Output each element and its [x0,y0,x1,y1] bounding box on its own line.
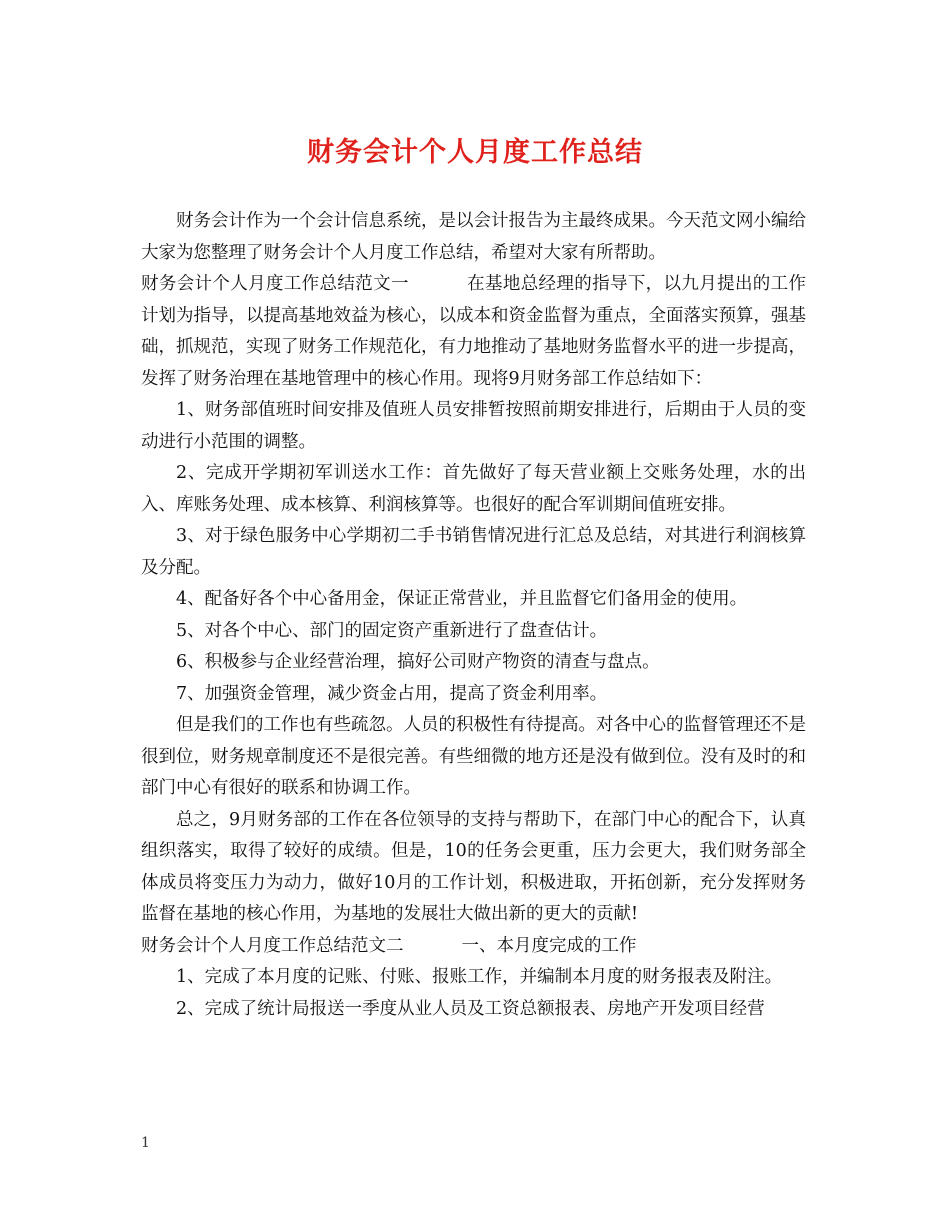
section2-item-2: 2、完成了统计局报送一季度从业人员及工资总额报表、房地产开发项目经营 [176,998,765,1019]
section1-heading: 财务会计个人月度工作总结范文一 [141,274,409,294]
section1-item-5: 5、对各个中心、部门的固定资产重新进行了盘查估计。 [176,620,608,641]
intro-paragraph: 财务会计作为一个会计信息系统，是以会计报告为主最终成果。今天范文网小编给大家为您整理了财务会计个人月度工作总结，希望对大家有所帮助。 [141,211,806,263]
page-number: 1 [141,1135,150,1151]
section2-paragraph [141,931,806,963]
section1-item-7: 7、加强资金管理，减少资金占用，提高了资金利用率。 [176,683,608,704]
section1-paragraph [141,269,806,395]
section1-item-2: 2、完成开学期初军训送水工作：首先做好了每天营业额上交账务处理，水的出入、库账务处理、成本核算、利润核算等。也很好的配合军训期间值班安排。 [141,463,806,515]
section1-item-1: 1、财务部值班时间安排及值班人员安排暂按照前期安排进行，后期由于人员的变动进行小范围的调整。 [141,400,806,452]
section2-heading: 财务会计个人月度工作总结范文二 [141,935,404,956]
section1-lead: 在基地总经理的指导下，以九月提出的工作计划为指导，以提高基地效益为核心，以成本和资金监督为重点，全面落实预算，强基础，抓规范，实现了财务工作规范化，有力地推动了基地财务监督水平的进一步提高，发挥了财务治理在基地管理中的核心作用。现将9月财务部工作总结如下： [141,274,807,389]
conclusion-paragraph: 总之，9月财务部的工作在各位领导的支持与帮助下，在部门中心的配合下，认真组织落实，取得了较好的成绩。但是，10的任务会更重，压力会更大，我们财务部全体成员将变压力为动力，做好10月的工作计划，积极进取，开拓创新，充分发挥财务监督在基地的核心作用，为基地的发展壮大做出新的更大的贡献! [141,809,806,924]
section1-item-4: 4、配备好各个中心备用金，保证正常营业，并且监督它们备用金的使用。 [176,589,748,609]
section2-subheading: 一、本月度完成的工作 [461,935,637,956]
document-body [141,206,806,1025]
section2-item-1: 1、完成了本月度的记账、付账、报账工作，并编制本月度的财务报表及附注。 [176,967,783,987]
shortcoming-paragraph: 但是我们的工作也有些疏忽。人员的积极性有待提高。对各中心的监督管理还不是很到位，财务规章制度还不是很完善。有些细微的地方还是没有做到位。没有及时的和部门中心有很好的联系和协调工作。 [141,715,806,798]
section1-item-6: 6、积极参与企业经营治理，搞好公司财产物资的清查与盘点。 [176,652,660,672]
section1-item-3: 3、对于绿色服务中心学期初二手书销售情况进行汇总及总结，对其进行利润核算及分配。 [141,526,806,578]
document-title: 财务会计个人月度工作总结 [307,137,643,168]
